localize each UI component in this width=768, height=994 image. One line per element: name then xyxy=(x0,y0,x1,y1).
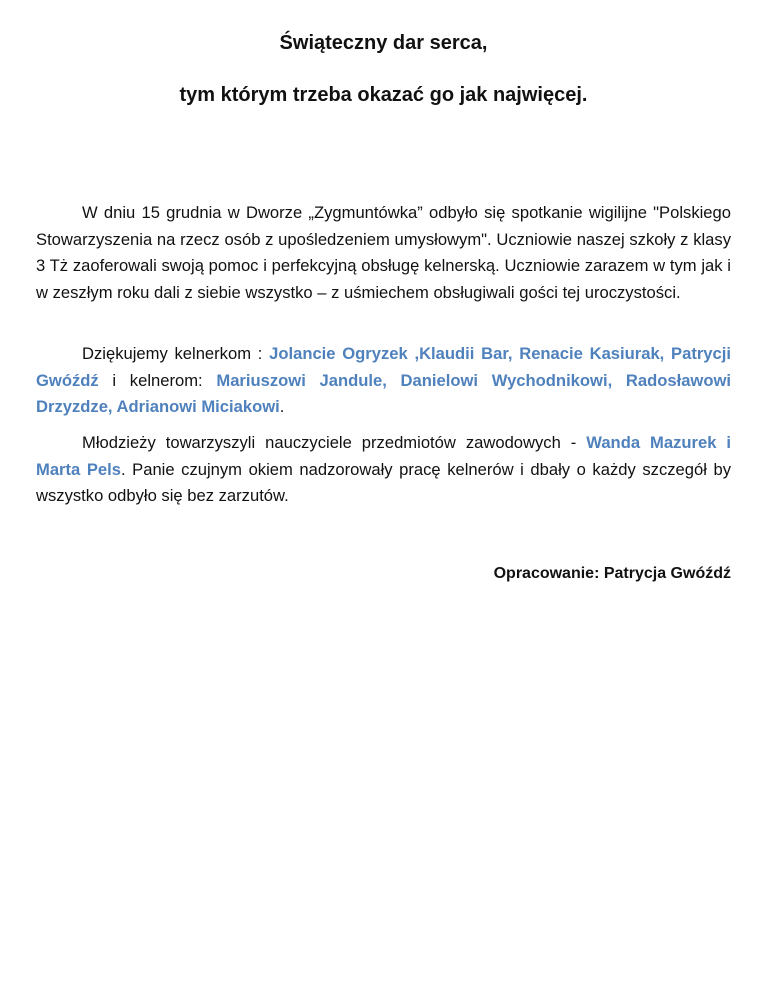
page-subtitle: tym którym trzeba okazać go jak najwięcej. xyxy=(179,84,588,106)
page-title: Świąteczny dar serca, xyxy=(279,32,488,54)
author-signature: Opracowanie: Patrycja Gwóźdź xyxy=(493,565,731,582)
teachers-names: Wanda Mazurek i Marta Pels xyxy=(36,433,731,479)
waiters-names: Mariuszowi Jandule, Danielowi Wychodnikowi, Radosławowi Drzyzdze, Adrianowi Miciakowi xyxy=(36,370,731,416)
paragraph-thanks xyxy=(36,341,731,421)
thanks-middle: i kelnerom: xyxy=(98,370,217,390)
thanks-end: . xyxy=(279,397,285,416)
teachers-rest: . Panie czujnym okiem nadzorowały pracę kelnerów i dbały o każdy szczegół by wszystko odbyło się bez zarzutów. xyxy=(36,459,731,505)
teachers-intro: Młodzieży towarzyszyli nauczyciele przedmiotów zawodowych - xyxy=(82,433,587,452)
paragraph-event: W dniu 15 grudnia w Dworze „Zygmuntówka” odbyło się spotkanie wigilijne "Polskiego Stowarzyszenia na rzecz osób z upośledzeniem umysłowym". Uczniowie naszej szkoły z klasy 3 Tż zaoferowali swoją pomoc i perfekcyjną obsługę kelnerską. Uczniowie zarazem w tym jak i w zeszłym roku dali z siebie wszystko – z uśmiechem obsługiwali gości tej uroczystości. xyxy=(36,203,731,302)
thanks-intro: Dziękujemy kelnerkom : xyxy=(82,344,270,363)
paragraph-teachers xyxy=(36,430,731,510)
waitresses-names: Jolancie Ogryzek ,Klaudii Bar, Renacie Kasiurak, Patrycji Gwóźdź xyxy=(36,344,731,390)
